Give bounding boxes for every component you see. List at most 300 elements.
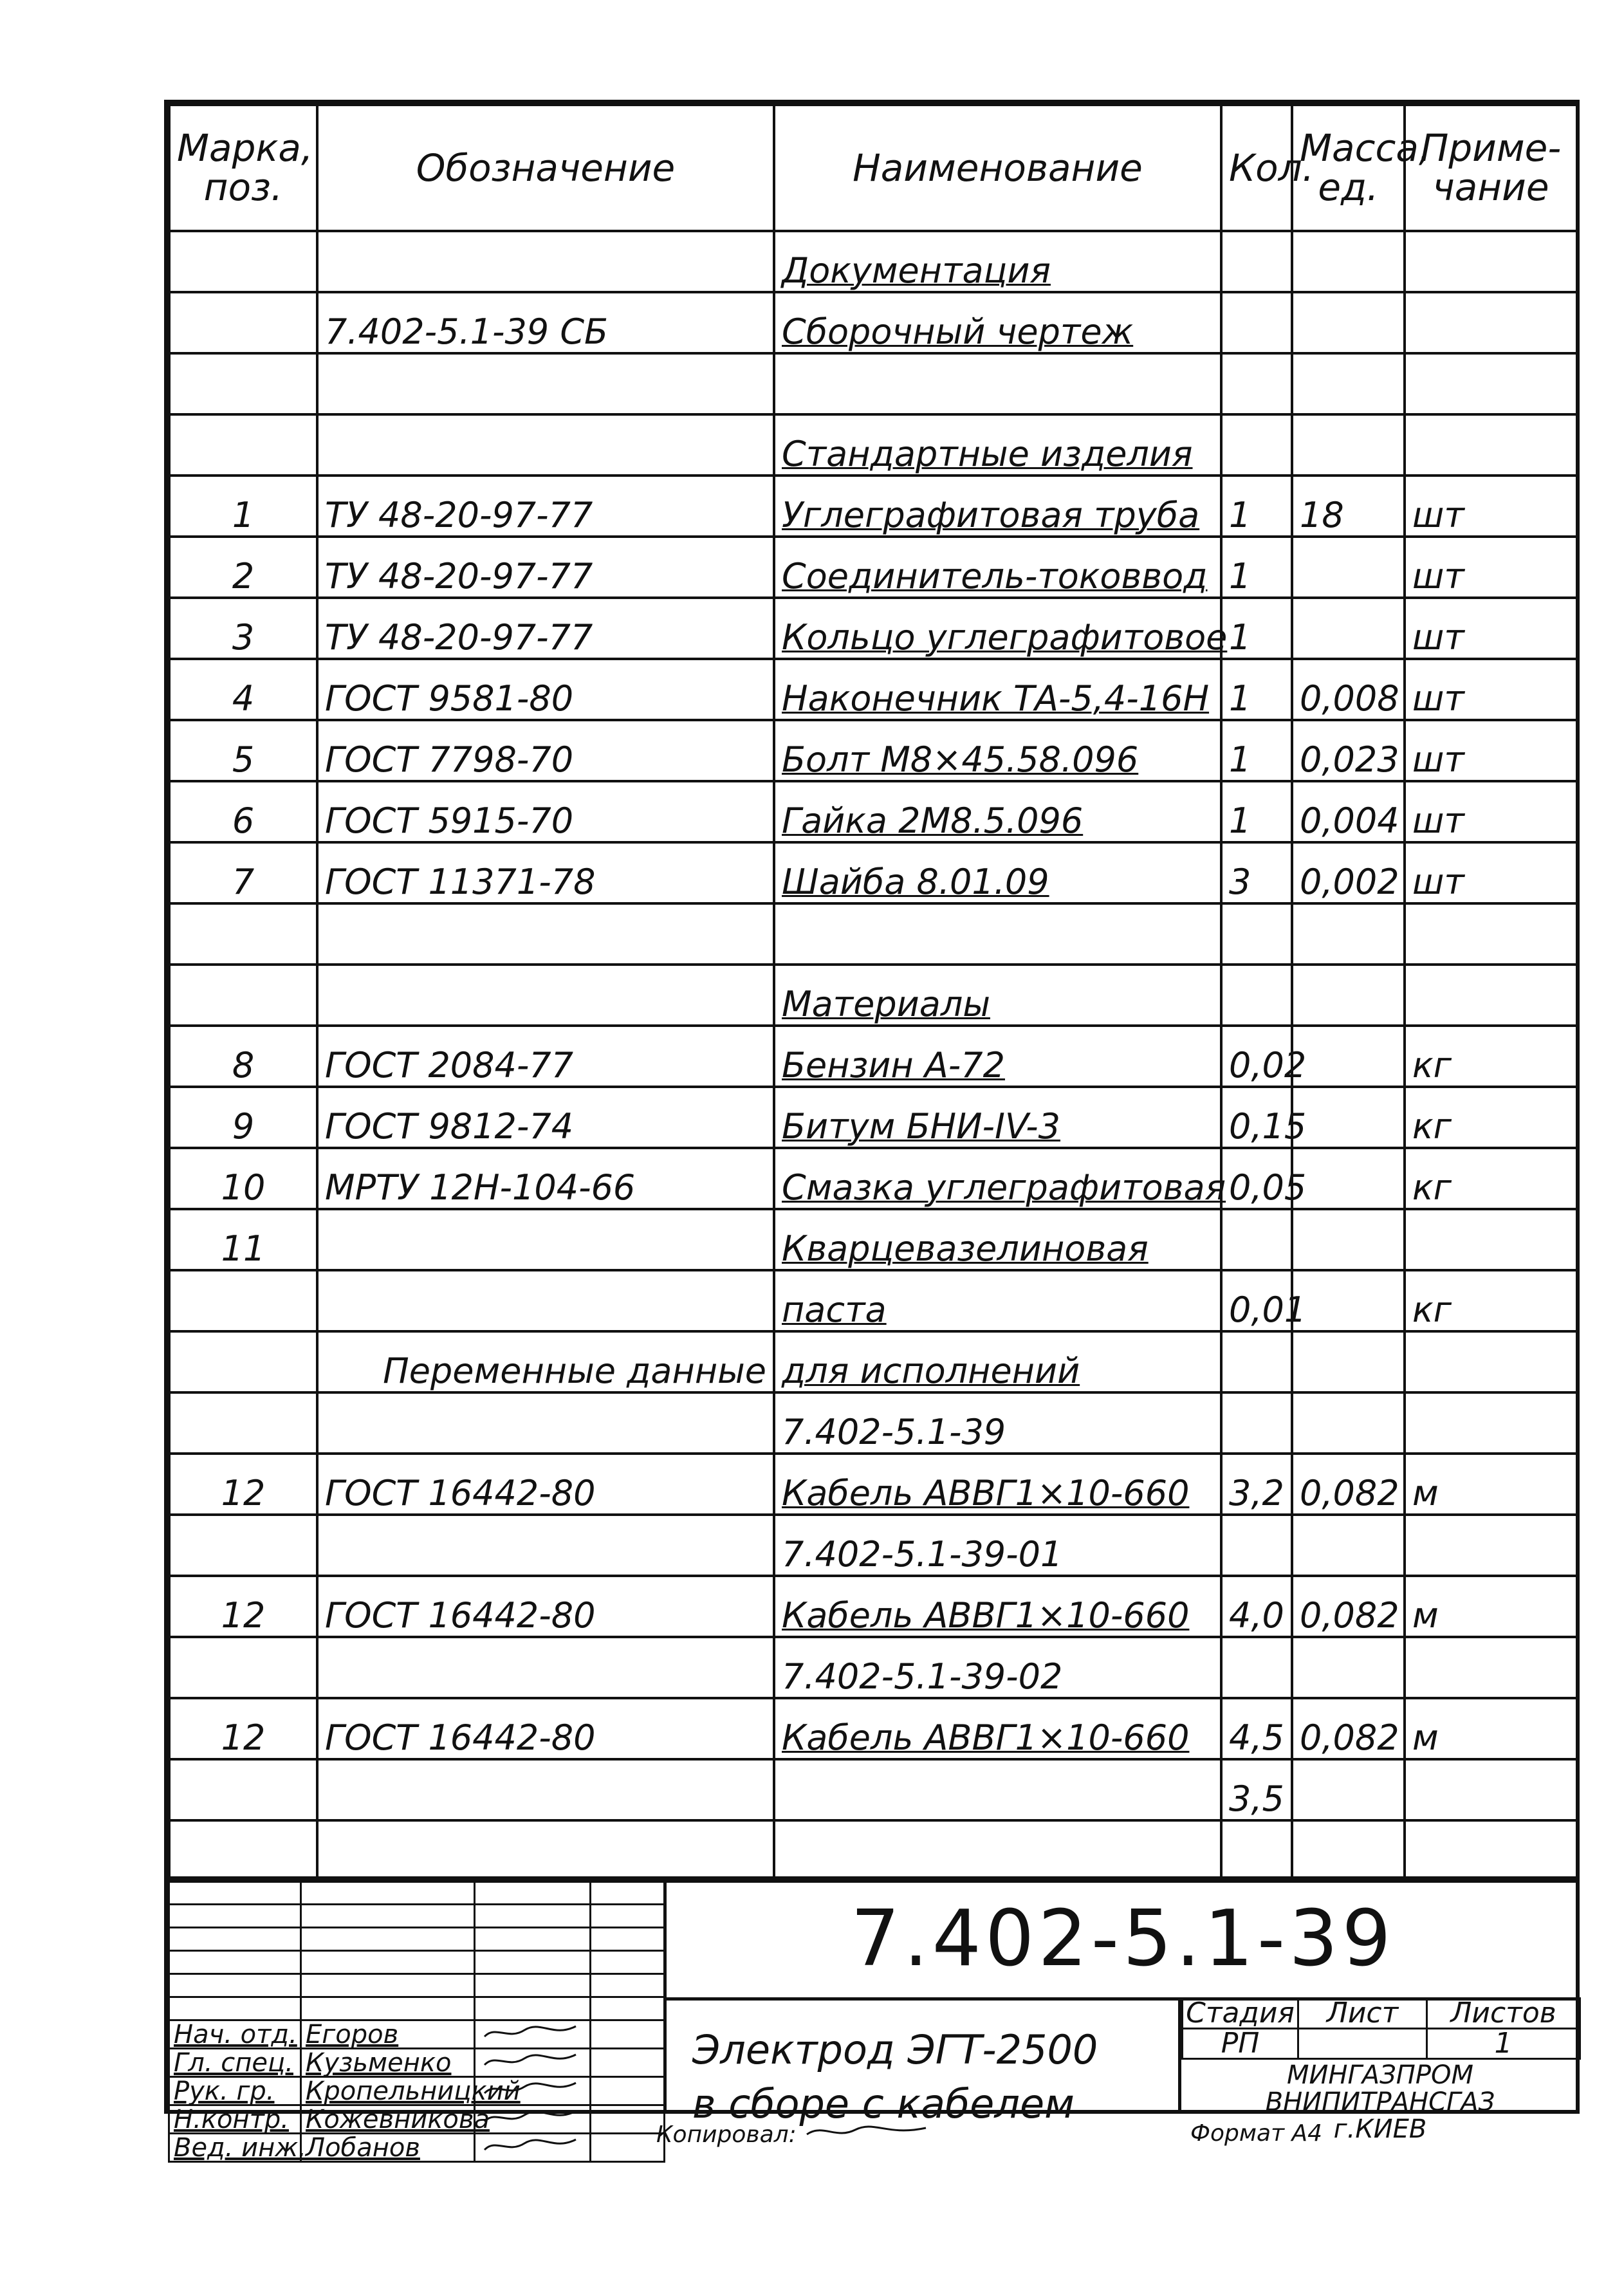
spec-row xyxy=(169,1576,1577,1637)
cell-qty xyxy=(1221,598,1292,659)
header-mass: Масса, ед. xyxy=(1292,105,1405,231)
cell-designation xyxy=(317,965,774,1026)
cell-qty xyxy=(1221,842,1292,903)
spec-row xyxy=(169,1698,1577,1759)
stamp-empty-cell xyxy=(591,1905,665,1928)
spec-row xyxy=(169,598,1577,659)
cell-note-text: шт xyxy=(1412,739,1464,780)
cell-position xyxy=(169,965,317,1026)
cell-note xyxy=(1405,292,1577,353)
cell-position xyxy=(169,781,317,842)
cell-qty-text: 1 xyxy=(1229,678,1251,719)
cell-name xyxy=(774,659,1221,720)
stamp-empty-cell xyxy=(169,1905,301,1928)
cell-qty-text: 1 xyxy=(1229,617,1251,658)
cell-designation-text: ГОСТ 16442-80 xyxy=(325,1595,596,1636)
spec-header-row xyxy=(169,105,1577,231)
cell-designation-text: МРТУ 12Н-104-66 xyxy=(325,1167,636,1208)
cell-mass-text: 18 xyxy=(1300,495,1344,535)
cell-designation xyxy=(317,1148,774,1209)
cell-name xyxy=(774,231,1221,292)
spec-row xyxy=(169,1148,1577,1209)
person-name: Кузьменко xyxy=(301,2049,475,2077)
cell-mass xyxy=(1292,1759,1405,1820)
stamp-empty-cell xyxy=(591,1974,665,1997)
cell-note-text: кг xyxy=(1412,1045,1452,1086)
cell-name-text: Материалы xyxy=(782,984,990,1024)
cell-name-text: Наконечник ТА-5,4-16Н xyxy=(782,678,1210,719)
cell-qty-text: 0,01 xyxy=(1229,1289,1307,1330)
stamp-empty-cell xyxy=(169,1881,301,1905)
cell-note-text: кг xyxy=(1412,1106,1452,1147)
cell-qty-text: 1 xyxy=(1229,739,1251,780)
cell-mass xyxy=(1292,598,1405,659)
cell-designation-text: ТУ 48-20-97-77 xyxy=(325,617,593,658)
spec-row xyxy=(169,1759,1577,1820)
copied-label: Копировал: xyxy=(656,2121,797,2148)
org-line-3: г.КИЕВ xyxy=(1333,2114,1427,2144)
spec-row xyxy=(169,1209,1577,1270)
cell-position-text: 6 xyxy=(232,800,255,841)
cell-designation xyxy=(317,842,774,903)
cell-name-text: Документация xyxy=(782,250,1051,291)
cell-name-text: Болт М8×45.58.096 xyxy=(782,739,1139,780)
cell-note-text: шт xyxy=(1412,678,1464,719)
cell-name-text: для исполнений xyxy=(782,1351,1080,1391)
header-mark: Марка, поз. xyxy=(169,105,317,231)
spec-body xyxy=(169,231,1577,1881)
spec-row xyxy=(169,1270,1577,1331)
cell-name xyxy=(774,1759,1221,1820)
cell-designation-text: ТУ 48-20-97-77 xyxy=(325,495,593,535)
cell-position xyxy=(169,1454,317,1515)
cell-note xyxy=(1405,720,1577,781)
cell-position-text: 8 xyxy=(232,1045,255,1086)
cell-qty xyxy=(1221,537,1292,598)
cell-mass xyxy=(1292,659,1405,720)
spec-row xyxy=(169,414,1577,476)
cell-qty xyxy=(1221,1331,1292,1392)
cell-qty-text: 1 xyxy=(1229,800,1251,841)
cell-mass xyxy=(1292,781,1405,842)
cell-position xyxy=(169,1820,317,1881)
cell-name-text: Кабель АВВГ1×10-660 xyxy=(782,1717,1190,1758)
cell-position xyxy=(169,292,317,353)
cell-note xyxy=(1405,598,1577,659)
cell-mass xyxy=(1292,353,1405,414)
cell-mass xyxy=(1292,1637,1405,1698)
cell-name xyxy=(774,1087,1221,1148)
cell-designation xyxy=(317,1087,774,1148)
stamp-empty-row xyxy=(169,1974,665,1997)
cell-name xyxy=(774,1392,1221,1454)
stamp-empty-cell xyxy=(475,1881,591,1905)
cell-name xyxy=(774,476,1221,537)
stamp-empty-row xyxy=(169,1881,665,1905)
title-line-1: Электрод ЭГТ-2500 xyxy=(692,2026,1098,2073)
person-name: Кропельницкий xyxy=(301,2077,475,2105)
cell-designation xyxy=(317,1209,774,1270)
cell-mass xyxy=(1292,537,1405,598)
cell-position xyxy=(169,414,317,476)
stage-label: Стадия xyxy=(1183,1999,1298,2029)
spec-row xyxy=(169,537,1577,598)
cell-qty xyxy=(1221,720,1292,781)
signature-date xyxy=(591,2077,665,2105)
cell-name xyxy=(774,781,1221,842)
signature-date xyxy=(591,2049,665,2077)
cell-note-text: м xyxy=(1412,1473,1439,1513)
cell-qty xyxy=(1221,659,1292,720)
stamp-empty-cell xyxy=(475,1951,591,1974)
cell-position xyxy=(169,231,317,292)
stamp-empty-cell xyxy=(169,1928,301,1951)
cell-designation xyxy=(317,598,774,659)
cell-mass xyxy=(1292,1698,1405,1759)
cell-note xyxy=(1405,781,1577,842)
cell-mass-text: 0,023 xyxy=(1300,739,1399,780)
cell-designation xyxy=(317,1637,774,1698)
cell-mass-text: 0,082 xyxy=(1300,1595,1399,1636)
cell-position xyxy=(169,720,317,781)
cell-designation xyxy=(317,781,774,842)
cell-name xyxy=(774,903,1221,965)
cell-mass xyxy=(1292,842,1405,903)
stamp-empty-cell xyxy=(301,1974,475,1997)
cell-name xyxy=(774,1270,1221,1331)
cell-position xyxy=(169,353,317,414)
cell-name xyxy=(774,1576,1221,1637)
org-line-2: ВНИПИТРАНСГАЗ xyxy=(1265,2087,1495,2117)
cell-position xyxy=(169,1698,317,1759)
spec-row xyxy=(169,1392,1577,1454)
cell-name xyxy=(774,1637,1221,1698)
cell-position xyxy=(169,1026,317,1087)
sheet-value xyxy=(1298,2029,1427,2059)
spec-row xyxy=(169,231,1577,292)
cell-note xyxy=(1405,1515,1577,1576)
cell-note xyxy=(1405,659,1577,720)
signature-icon xyxy=(475,2077,591,2105)
cell-designation xyxy=(317,1759,774,1820)
stamp-person-row xyxy=(169,2020,665,2049)
spec-row xyxy=(169,476,1577,537)
cell-name xyxy=(774,1820,1221,1881)
signature-date xyxy=(591,2020,665,2049)
stamp-empty-cell xyxy=(301,1997,475,2020)
stamp-empty-cell xyxy=(169,1974,301,1997)
cell-position-text: 2 xyxy=(232,556,255,596)
cell-qty xyxy=(1221,1576,1292,1637)
cell-mass xyxy=(1292,1331,1405,1392)
stamp-empty-cell xyxy=(169,1997,301,2020)
document-title xyxy=(663,1997,1178,2127)
cell-note xyxy=(1405,1087,1577,1148)
cell-qty-text: 1 xyxy=(1229,495,1251,535)
cell-designation xyxy=(317,1515,774,1576)
cell-designation-text: ТУ 48-20-97-77 xyxy=(325,556,593,596)
cell-designation xyxy=(317,414,774,476)
person-name: Лобанов xyxy=(301,2134,475,2162)
person-role: Вед. инж. xyxy=(169,2134,301,2162)
sheet-label: Лист xyxy=(1298,1999,1427,2029)
cell-designation xyxy=(317,1270,774,1331)
cell-mass xyxy=(1292,476,1405,537)
spec-row xyxy=(169,1454,1577,1515)
cell-position xyxy=(169,476,317,537)
stamp-empty-cell xyxy=(475,1928,591,1951)
cell-mass xyxy=(1292,1576,1405,1637)
cell-position xyxy=(169,1148,317,1209)
person-name: Кожевникова xyxy=(301,2105,475,2134)
cell-position xyxy=(169,903,317,965)
cell-position-text: 5 xyxy=(232,739,255,780)
stamp-empty-cell xyxy=(301,1928,475,1951)
cell-qty-text: 1 xyxy=(1229,556,1251,596)
stamp-empty-cell xyxy=(591,1881,665,1905)
cell-name xyxy=(774,1209,1221,1270)
spec-row xyxy=(169,842,1577,903)
cell-designation xyxy=(317,1454,774,1515)
cell-note xyxy=(1405,537,1577,598)
cell-qty xyxy=(1221,1026,1307,1087)
cell-note xyxy=(1405,1026,1577,1087)
stamp-empty-cell xyxy=(301,1951,475,1974)
cell-qty xyxy=(1221,1148,1307,1209)
stamp-empty-row xyxy=(169,1951,665,1974)
cell-qty xyxy=(1221,353,1292,414)
cell-designation xyxy=(317,1026,774,1087)
cell-designation xyxy=(317,720,774,781)
cell-mass xyxy=(1292,1087,1405,1148)
cell-designation-text: ГОСТ 11371-78 xyxy=(325,862,596,902)
cell-mass xyxy=(1292,414,1405,476)
cell-name xyxy=(774,720,1221,781)
cell-name-text: Углеграфитовая труба xyxy=(782,495,1200,535)
format-label: Формат А4 xyxy=(1190,2120,1323,2147)
cell-note-text: шт xyxy=(1412,862,1464,902)
stamp-empty-cell xyxy=(475,1905,591,1928)
cell-name xyxy=(774,1454,1221,1515)
spec-row xyxy=(169,1515,1577,1576)
cell-qty xyxy=(1221,1392,1292,1454)
cell-note xyxy=(1405,1331,1577,1392)
cell-name-text: Битум БНИ-IV-3 xyxy=(782,1106,1061,1147)
cell-position xyxy=(169,1576,317,1637)
cell-designation xyxy=(317,476,774,537)
copier-signature-icon xyxy=(804,2120,932,2142)
cell-name xyxy=(774,414,1221,476)
cell-qty-text: 0,15 xyxy=(1229,1106,1307,1147)
cell-mass xyxy=(1292,1515,1405,1576)
cell-designation-text: ГОСТ 7798-70 xyxy=(325,739,574,780)
cell-designation xyxy=(317,1331,774,1392)
cell-mass xyxy=(1292,1148,1405,1209)
cell-name-text: Кабель АВВГ1×10-660 xyxy=(782,1473,1190,1513)
cell-note-text: шт xyxy=(1412,556,1464,596)
cell-designation xyxy=(317,1698,774,1759)
cell-qty-text: 4,0 xyxy=(1229,1595,1284,1636)
cell-designation-text: ГОСТ 16442-80 xyxy=(325,1473,596,1513)
stamp-empty-row xyxy=(169,1905,665,1928)
person-role: Рук. гр. xyxy=(169,2077,301,2105)
cell-position xyxy=(169,659,317,720)
cell-name xyxy=(774,1698,1221,1759)
spec-row xyxy=(169,1820,1577,1881)
cell-position-text: 1 xyxy=(232,495,255,535)
cell-note xyxy=(1405,1820,1577,1881)
cell-designation xyxy=(317,231,774,292)
cell-mass xyxy=(1292,1392,1405,1454)
cell-mass xyxy=(1292,903,1405,965)
cell-qty xyxy=(1221,1820,1292,1881)
cell-qty xyxy=(1221,965,1292,1026)
cell-position-text: 4 xyxy=(232,678,255,719)
cell-mass-text: 0,082 xyxy=(1300,1473,1399,1513)
cell-name-text: 7.402-5.1-39-02 xyxy=(782,1656,1063,1697)
signature-icon xyxy=(475,2134,591,2162)
header-qty: Кол. xyxy=(1221,105,1292,231)
cell-mass xyxy=(1292,965,1405,1026)
cell-mass xyxy=(1292,1209,1405,1270)
spec-row xyxy=(169,353,1577,414)
cell-position xyxy=(169,1637,317,1698)
cell-designation xyxy=(317,903,774,965)
cell-mass-text: 0,082 xyxy=(1300,1717,1399,1758)
cell-note xyxy=(1405,353,1577,414)
cell-designation xyxy=(317,353,774,414)
cell-qty xyxy=(1221,1698,1292,1759)
signature-icon xyxy=(475,2049,591,2077)
cell-designation xyxy=(317,1820,774,1881)
spec-row xyxy=(169,965,1577,1026)
cell-note-text: м xyxy=(1412,1717,1439,1758)
cell-note xyxy=(1405,414,1577,476)
cell-position xyxy=(169,1331,317,1392)
cell-mass xyxy=(1292,1820,1405,1881)
cell-note xyxy=(1405,842,1577,903)
stamp-empty-cell xyxy=(475,1997,591,2020)
cell-name-text: 7.402-5.1-39-01 xyxy=(782,1534,1063,1575)
cell-designation xyxy=(317,659,774,720)
cell-mass xyxy=(1292,1454,1405,1515)
spec-row xyxy=(169,1026,1577,1087)
cell-name xyxy=(774,1515,1221,1576)
cell-name-text: паста xyxy=(782,1289,887,1330)
stamp-empty-cell xyxy=(591,1951,665,1974)
cell-qty-text: 3,2 xyxy=(1229,1473,1284,1513)
cell-note xyxy=(1405,1698,1577,1759)
cell-mass xyxy=(1292,1270,1405,1331)
signature-date xyxy=(591,2134,665,2162)
cell-note-text: шт xyxy=(1412,495,1464,535)
cell-designation xyxy=(317,1576,774,1637)
cell-name-text: Кольцо углеграфитовое xyxy=(782,617,1228,658)
cell-mass-text: 0,002 xyxy=(1300,862,1399,902)
cell-designation-text: Переменные данные xyxy=(383,1351,766,1391)
cell-name xyxy=(774,292,1221,353)
cell-name-text: Бензин А-72 xyxy=(782,1045,1005,1086)
cell-position xyxy=(169,1759,317,1820)
cell-note xyxy=(1405,476,1577,537)
cell-name xyxy=(774,842,1221,903)
cell-note xyxy=(1405,1209,1577,1270)
cell-designation xyxy=(317,292,774,353)
spec-row xyxy=(169,292,1577,353)
cell-designation xyxy=(317,1392,774,1454)
cell-position-text: 11 xyxy=(221,1228,266,1269)
cell-note xyxy=(1405,1576,1577,1637)
spec-row xyxy=(169,1637,1577,1698)
cell-position-text: 7 xyxy=(232,862,255,902)
cell-qty-text: 3,5 xyxy=(1229,1779,1284,1819)
cell-qty xyxy=(1221,414,1292,476)
cell-designation-text: 7.402-5.1-39 СБ xyxy=(325,311,609,352)
cell-note-text: кг xyxy=(1412,1289,1452,1330)
cell-qty-text: 0,02 xyxy=(1229,1045,1307,1086)
specification-table xyxy=(168,104,1578,1883)
cell-mass xyxy=(1292,231,1405,292)
cell-qty xyxy=(1221,781,1292,842)
cell-position xyxy=(169,1392,317,1454)
cell-qty xyxy=(1221,1637,1292,1698)
cell-qty-text: 3 xyxy=(1229,862,1251,902)
cell-qty xyxy=(1221,1759,1292,1820)
cell-name-text: Соединитель-токоввод xyxy=(782,556,1208,596)
cell-designation-text: ГОСТ 9812-74 xyxy=(325,1106,574,1147)
person-name: Егоров xyxy=(301,2020,475,2049)
cell-designation-text: ГОСТ 9581-80 xyxy=(325,678,574,719)
cell-note xyxy=(1405,1759,1577,1820)
cell-qty xyxy=(1221,1454,1292,1515)
stage-value: РП xyxy=(1183,2029,1298,2059)
title-line-2: в сборе с кабелем xyxy=(692,2080,1075,2127)
cell-name xyxy=(774,1148,1226,1209)
spec-row xyxy=(169,1087,1577,1148)
cell-qty xyxy=(1221,1209,1292,1270)
cell-name-text: 7.402-5.1-39 xyxy=(782,1412,1006,1452)
cell-name-text: Гайка 2М8.5.096 xyxy=(782,800,1084,841)
cell-name xyxy=(774,1331,1221,1392)
cell-name-text: Сборочный чертеж xyxy=(782,311,1134,352)
stamp-empty-cell xyxy=(475,1974,591,1997)
spec-row xyxy=(169,659,1577,720)
signature-icon xyxy=(475,2105,591,2134)
cell-note xyxy=(1405,965,1577,1026)
cell-qty xyxy=(1221,292,1292,353)
header-name: Наименование xyxy=(774,105,1221,231)
cell-designation-text: ГОСТ 16442-80 xyxy=(325,1717,596,1758)
approval-grid xyxy=(168,1880,665,2163)
cell-name xyxy=(774,353,1221,414)
cell-note xyxy=(1405,1148,1577,1209)
stamp-empty-cell xyxy=(169,1951,301,1974)
spec-row xyxy=(169,781,1577,842)
cell-name xyxy=(774,1026,1221,1087)
cell-mass xyxy=(1292,1026,1405,1087)
cell-name xyxy=(774,598,1228,659)
cell-position-text: 12 xyxy=(221,1717,266,1758)
cell-name xyxy=(774,537,1221,598)
cell-position xyxy=(169,1209,317,1270)
person-role: Гл. спец. xyxy=(169,2049,301,2077)
stamp-person-row xyxy=(169,2077,665,2105)
cell-mass-text: 0,004 xyxy=(1300,800,1399,841)
cell-mass xyxy=(1292,720,1405,781)
cell-name-text: Шайба 8.01.09 xyxy=(782,862,1049,902)
cell-mass xyxy=(1292,292,1405,353)
document-number: 7.402-5.1-39 xyxy=(663,1880,1579,2001)
